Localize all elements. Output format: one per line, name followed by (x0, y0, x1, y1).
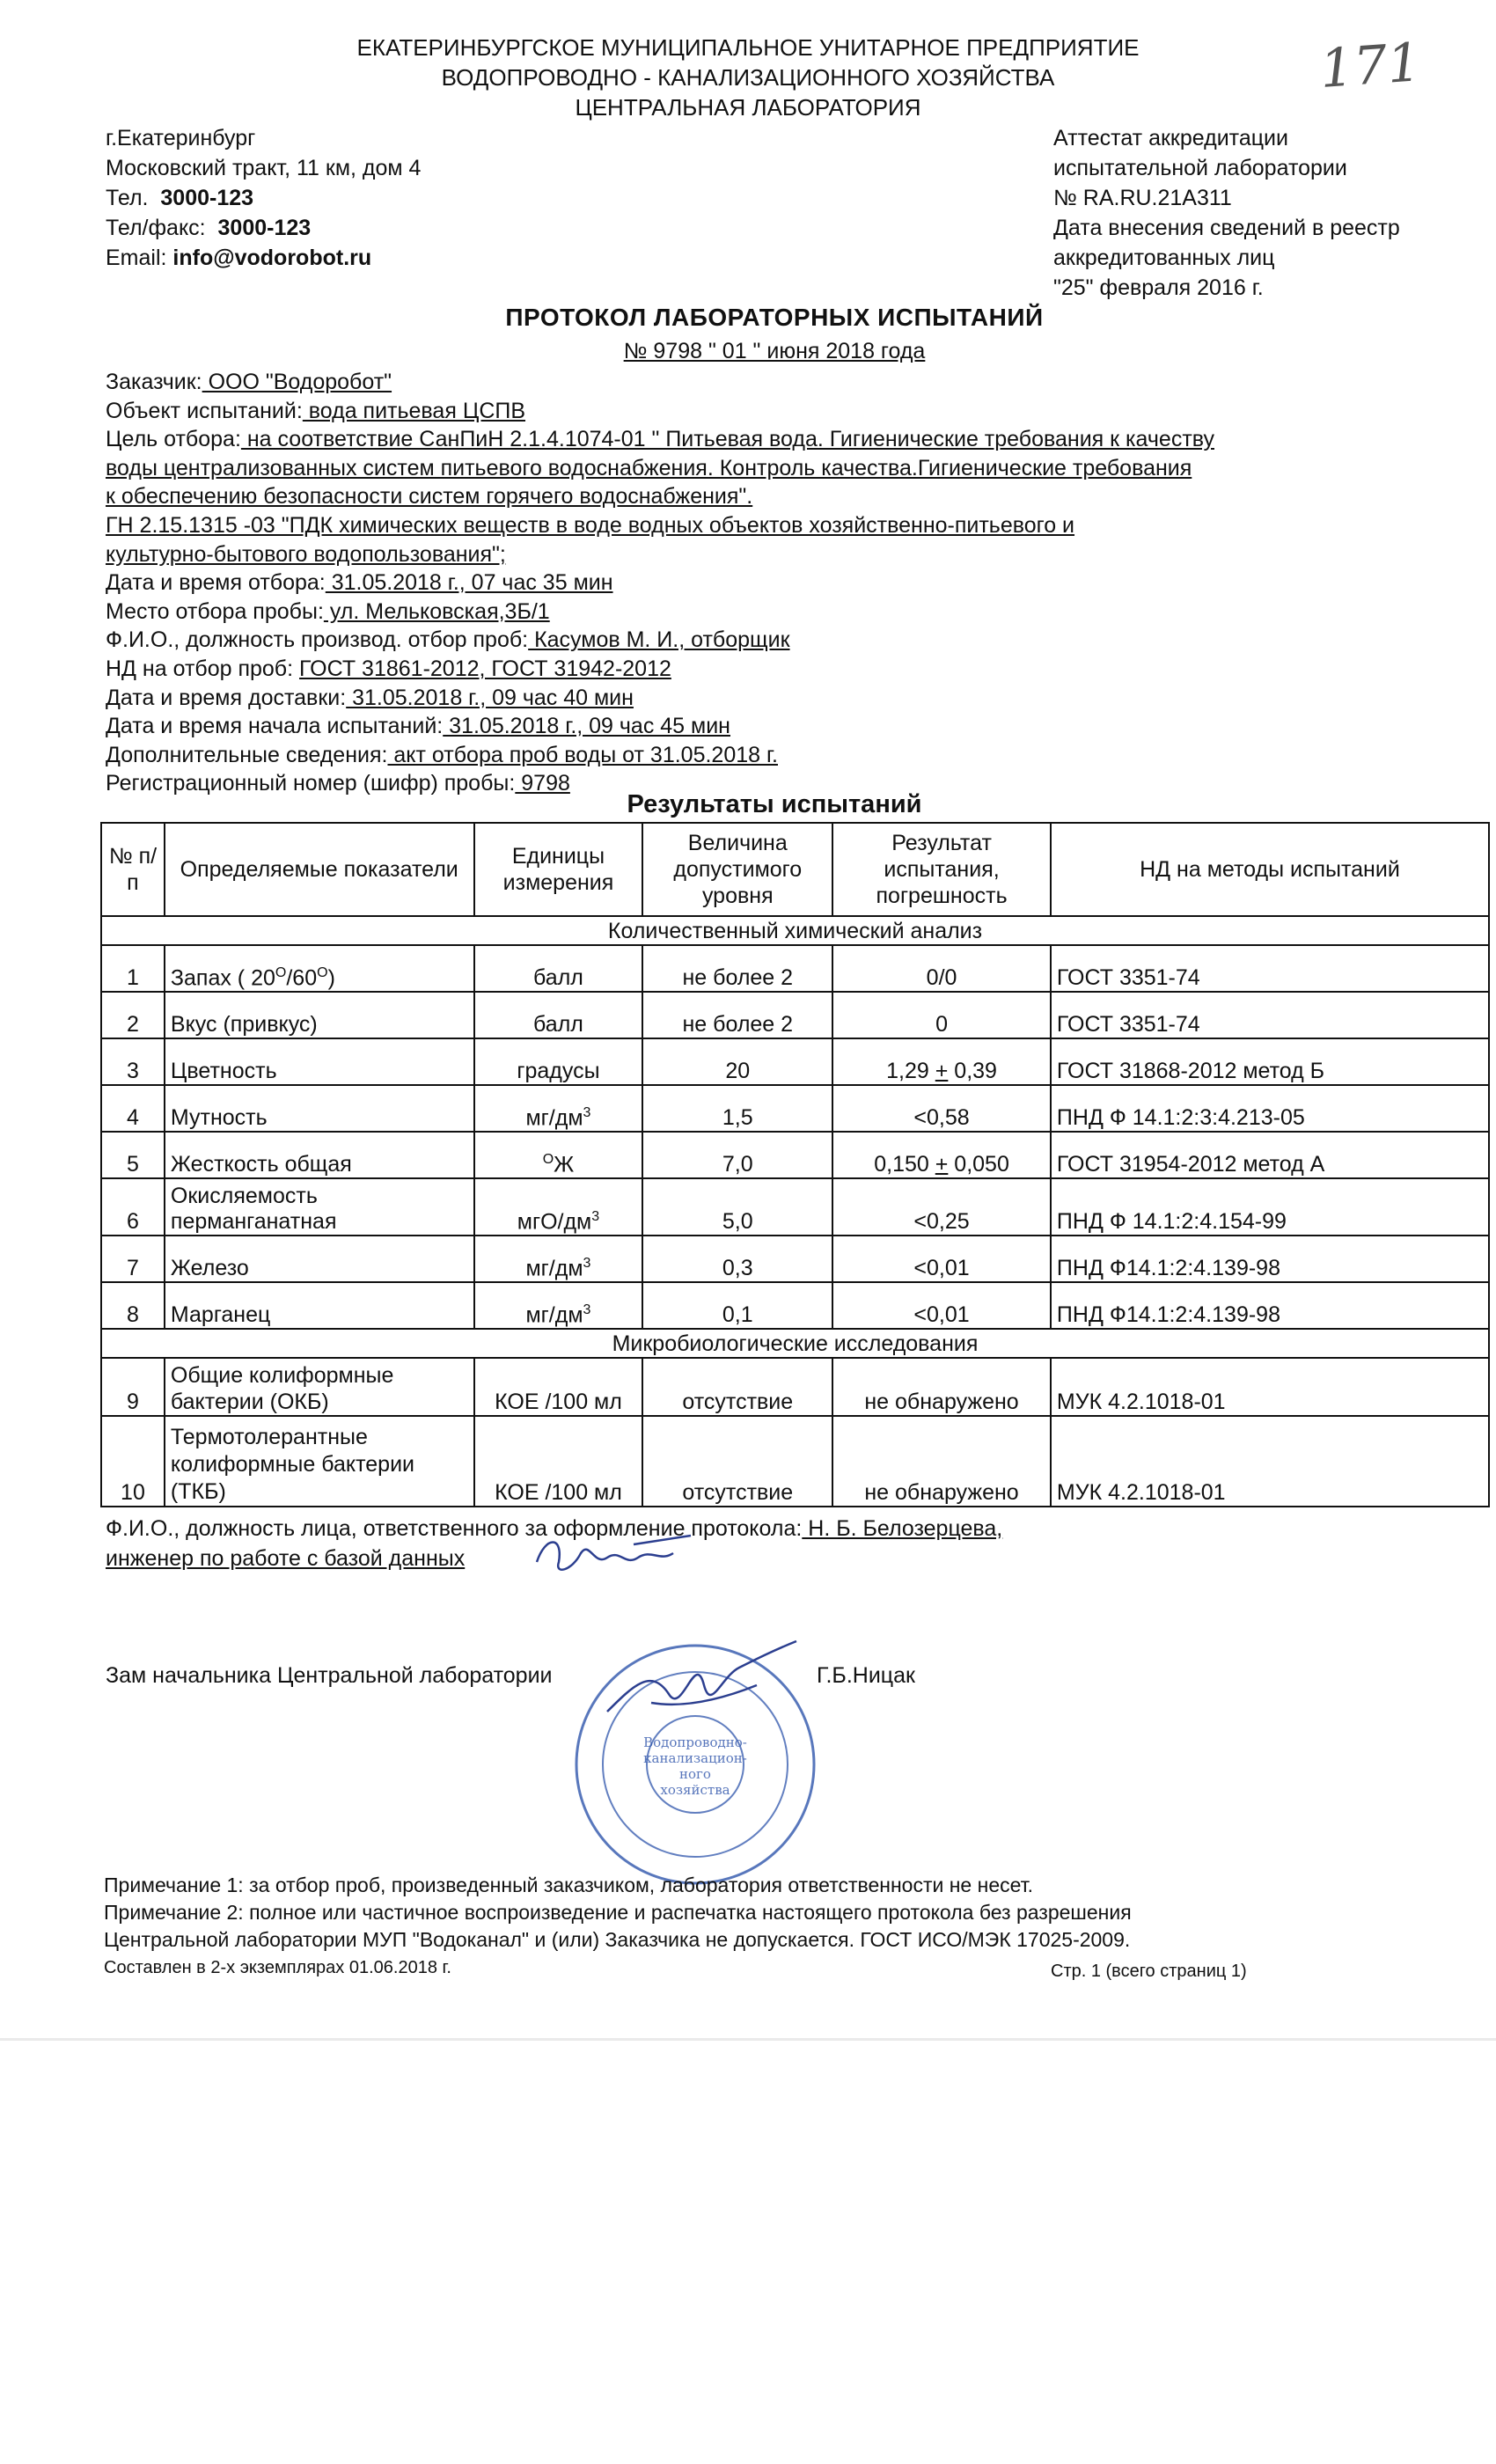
sampling-standard: ГОСТ 31861-2012, ГОСТ 31942-2012 (299, 656, 671, 681)
street: Московский тракт, 11 км, дом 4 (106, 156, 422, 180)
sampling-datetime: 31.05.2018 г., 07 час 35 мин (325, 570, 613, 596)
responsible-name: Н. Б. Белозерцева, (802, 1516, 1003, 1541)
responsible-position: инженер по работе с базой данных (106, 1546, 466, 1571)
delivery-datetime: 31.05.2018 г., 09 час 40 мин (346, 685, 634, 710)
purpose: на соответствие СанПиН 2.1.4.1074-01 " Питьевая вода. Гигиенические требования к качеству (240, 427, 1214, 452)
accreditation-number: № RA.RU.21A311 (1053, 186, 1232, 210)
table-row: 6 Окисляемость перманганатная мгО/$дм^3$ 5,0 <0,25 ПНД Ф 14.1:2:4.154-99 (101, 1178, 1489, 1236)
handwritten-number: 171 (1317, 32, 1423, 100)
test-start-datetime: 31.05.2018 г., 09 час 45 мин (443, 714, 730, 739)
org-name-line1: ЕКАТЕРИНБУРГСКОЕ МУНИЦИПАЛЬНОЕ УНИТАРНОЕ ПРЕДПРИЯТИЕ (356, 34, 1140, 61)
note-1: Примечание 1: за отбор проб, произведенный заказчиком, лаборатория ответственности не несет. (104, 1874, 1034, 1896)
signature-responsible (528, 1527, 704, 1580)
email-row: Email: info@vodorobot.ru (106, 246, 372, 270)
protocol-number: № 9798 " 01 " июня 2018 года (623, 339, 926, 363)
org-name-line2: ВОДОПРОВОДНО - КАНАЛИЗАЦИОННОГО ХОЗЯЙСТВА (441, 64, 1055, 91)
copies-note: Составлен в 2-х экземплярах 01.06.2018 г. (104, 1958, 451, 1977)
extra-info: акт отбора проб воды от 31.05.2018 г. (387, 742, 778, 767)
table-header-row (101, 823, 1489, 916)
customer: ООО "Водоробот" (202, 370, 392, 394)
col-header-result: Результат испытания, погрешность (832, 823, 1051, 916)
table-row: 8 Марганец $мг/дм^3$ 0,1 <0,01 ПНД Ф14.1:2:4.139-98 (101, 1282, 1489, 1329)
table-row: 7 Железо $мг/дм^3$ 0,3 <0,01 ПНД Ф14.1:2:4.139-98 (101, 1236, 1489, 1282)
col-header-num: № п/п (101, 823, 165, 916)
section-row-chemical: Количественный химический анализ (101, 916, 1489, 945)
accreditation-date: "25" февраля 2016 г. (1053, 275, 1264, 300)
col-header-indicator: Определяемые показатели (165, 823, 474, 916)
email: info@vodorobot.ru (172, 246, 372, 270)
phone-row: Тел. 3000-123 (106, 186, 254, 210)
svg-text:Водопроводно-: Водопроводно- (643, 1734, 747, 1750)
page-number: Стр. 1 (всего страниц 1) (1051, 1962, 1247, 1981)
note-3: Центральной лаборатории МУП "Водоканал" и (или) Заказчика не допускается. ГОСТ ИСО/МЭК 17025-2009. (104, 1928, 1131, 1951)
deputy-title: Зам начальника Центральной лаборатории (106, 1663, 553, 1688)
note-2: Примечание 2: полное или частичное воспроизведение и распечатка настоящего протокола без разрешения (104, 1901, 1132, 1924)
table-row: 5 Жесткость общая $^О$Ж 7,0 0,150 + 0,050 ГОСТ 31954-2012 метод А (101, 1132, 1489, 1178)
responsible-person: Ф.И.О., должность лица, ответственного за оформление протокола: Н. Б. Белозерцева, инженер по работе с базой данных (106, 1514, 1002, 1573)
sampling-place: ул. Мельковская,3Б/1 (323, 598, 550, 624)
accreditation-block: Аттестат аккредитации испытательной лаборатории № RA.RU.21A311 Дата внесения сведений в реестр аккредитованных лиц "25" февраля 2016 г. (1053, 123, 1400, 303)
registration-number: 9798 (515, 771, 570, 796)
svg-text:ного: ного (679, 1766, 711, 1782)
fax: 3000-123 (217, 216, 312, 240)
deputy-name: Г.Б.Ницак (817, 1663, 915, 1688)
section-row-micro: Микробиологические исследования (101, 1329, 1489, 1358)
svg-text:канализацион-: канализацион- (643, 1750, 747, 1766)
notes-block (104, 1872, 1132, 1954)
col-header-method: НД на методы испытаний (1051, 823, 1489, 916)
table-row: 1 Запах ( $20^О/60^О$) балл не более 2 0/0 ГОСТ 3351-74 (101, 945, 1489, 992)
results-title: Результаты испытаний (627, 790, 922, 818)
sampler: Касумов М. И., отборщик (528, 627, 790, 653)
org-address-block (106, 123, 421, 273)
table-row: 3 Цветность градусы 20 1,29 + 0,39 ГОСТ 31868-2012 метод Б (101, 1038, 1489, 1085)
table-row: 4 Мутность $мг/дм^3$ 1,5 <0,58 ПНД Ф 14.1:2:3:4.213-05 (101, 1085, 1489, 1132)
col-header-limit: Величина допустимого уровня (642, 823, 832, 916)
scan-edge (0, 2038, 1496, 2041)
table-row: 2 Вкус (привкус) балл не более 2 0 ГОСТ 3351-74 (101, 992, 1489, 1038)
sample-info: Заказчик: ООО "Водоробот" Объект испытаний: вода питьевая ЦСПВ Цель отбора: на соответствие СанПиН 2.1.4.1074-01 " Питьевая вода. Гигиенические требования к качеству воды централизованных систем питьевого водоснабжения. Контроль качества.Гигиенические требования к обеспечению безопасности систем горячего водоснабжения". ГН 2.15.1315 -03 "ПДК химических веществ в воде водных объектов хозяйственно-питьевого и культурно-бытового водопользования"; Дата и время отбора: 31.05.2018 г., 07 час 35 мин Место отбора пробы: ул. Мельковская,3Б/1 Ф.И.О., должность производ. отбор проб: Касумов М. И., отборщик НД на отбор проб: ГОСТ 31861-2012, ГОСТ 31942-2012 Дата и время доставки: 31.05.2018 г., 09 час 40 мин Дата и время начала испытаний: 31.05.2018 г., 09 час 45 мин Дополнительные сведения: акт отбора проб воды от 31.05.2018 г. Регистрационный номер (шифр) пробы: 9798 (106, 370, 1214, 796)
lab-name: ЦЕНТРАЛЬНАЯ ЛАБОРАТОРИЯ (575, 94, 921, 121)
col-header-unit: Единицы измерения (474, 823, 643, 916)
table-row: 9 Общие колиформные бактерии (ОКБ) КОЕ /100 мл отсутствие не обнаружено МУК 4.2.1018-01 (101, 1358, 1489, 1416)
protocol-title: ПРОТОКОЛ ЛАБОРАТОРНЫХ ИСПЫТАНИЙ (505, 304, 1044, 331)
test-object: вода питьевая ЦСПВ (302, 398, 526, 423)
city: г.Екатеринбург (106, 126, 256, 150)
fax-row: Тел/факс: 3000-123 (106, 216, 312, 240)
svg-text:хозяйства: хозяйства (660, 1782, 730, 1798)
signature-deputy (598, 1632, 801, 1738)
table-row: 10 Термотолерантные колиформные бактерии (ТКБ) КОЕ /100 мл отсутствие не обнаружено МУК 4.2.1018-01 (101, 1416, 1489, 1507)
results-table (100, 822, 1490, 1507)
phone: 3000-123 (160, 186, 254, 210)
